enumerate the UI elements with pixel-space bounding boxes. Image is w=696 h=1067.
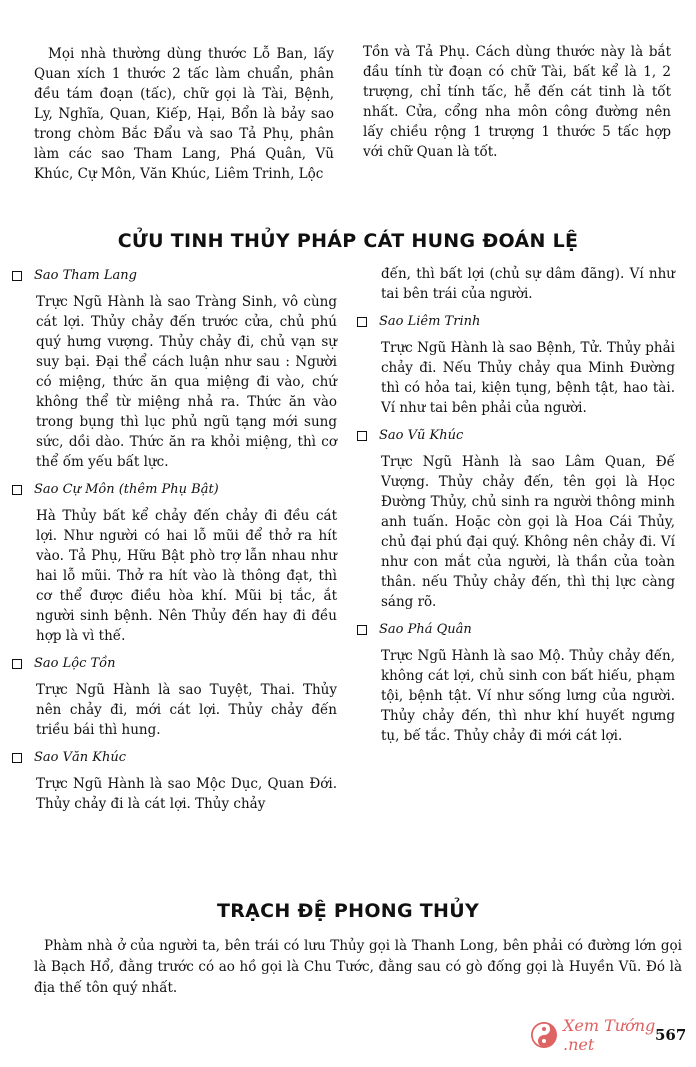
entry-van-khuc xyxy=(12,748,337,814)
entry-body: Trực Ngũ Hành là sao Tuyệt, Thai. Thủy nên chảy đi, mới cát lợi. Thủy chảy đến triều bái thì hung. xyxy=(36,682,337,738)
intro-left-paragraph: Mọi nhà thường dùng thước Lỗ Ban, lấy Quan xích 1 thước 2 tấc làm chuẩn, phân đều tám đoạn (tấc), chữ gọi là Tài, Bệnh, Ly, Nghĩa, Quan, Kiếp, Hại, Bổn là bảy sao trong chòm Bắc Đẩu và sao Tả Phụ, phân làm các sao Tham Lang, Phá Quân, Vũ Khúc, Cự Môn, Văn Khúc, Liêm Trinh, Lộc xyxy=(34,46,334,182)
entry-vu-khuc xyxy=(357,426,675,612)
entry-title: Sao Tham Lang xyxy=(34,268,137,283)
entry-body: Hà Thủy bất kể chảy đến chảy đi đều cát lợi. Như người có hai lỗ mũi để thở ra hít vào. Tả Phụ, Hữu Bật phò trợ lẫn nhau như hai lỗ mũi. Thở ra hít vào là thông đạt, thì cơ thể được điều hòa khí. Mũi bị tắc, ắt người sinh bệnh. Nên Thủy đến hay đi đều hợp là vì thế. xyxy=(36,508,337,644)
entry-body: Trực Ngũ Hành là sao Lâm Quan, Đế Vượng. Thủy chảy đến, tên gọi là Học Đường Thủy, chủ sinh ra người thông minh anh tuấn. Hoặc còn gọi là Hoa Cái Thủy, chủ đại phú đại quý. Không nên chảy đi. Ví như con mắt của người, là thần của toàn thân. nếu Thủy chảy đến, thì thị lực càng sáng rõ. xyxy=(381,454,675,610)
entry-body: Trực Ngũ Hành là sao Bệnh, Tử. Thủy phải chảy đi. Nếu Thủy chảy qua Minh Đường thì có hỏa tai, kiện tụng, bệnh tật, hao tài. Ví như tai bên phải của người. xyxy=(381,340,675,416)
left-column xyxy=(12,266,337,822)
right-column xyxy=(357,264,675,754)
entry-title: Sao Lộc Tồn xyxy=(34,656,116,671)
checkbox-square-icon xyxy=(357,625,367,635)
trach-de-paragraph: Phàm nhà ở của người ta, bên trái có lưu Thủy gọi là Thanh Long, bên phải có đường lớn gọi là Bạch Hổ, đằng trước có ao hồ gọi là Chu Tước, đằng sau có gò đống gọi là Huyền Vũ. Đó là địa thế tôn quý nhất. xyxy=(34,938,682,996)
intro-right-paragraph: Tồn và Tả Phụ. Cách dùng thước này là bắt đầu tính từ đoạn có chữ Tài, bất kể là 1, 2 trượng, chỉ tính tấc, hễ đến cát tinh là tốt nhất. Cửa, cổng nha môn công đường nên lấy chiều rộng 1 trượng 1 thước 5 tấc hợp với chữ Quan là tốt. xyxy=(363,44,671,160)
checkbox-square-icon xyxy=(12,753,22,763)
entry-pha-quan xyxy=(357,620,675,746)
entry-title: Sao Liêm Trinh xyxy=(379,314,481,329)
entry-tham-lang xyxy=(12,266,337,472)
page-number: 567 xyxy=(655,1026,687,1044)
yin-yang-logo-icon xyxy=(531,1022,557,1048)
section-heading-cuu-tinh: CỬU TINH THỦY PHÁP CÁT HUNG ĐOÁN LỆ xyxy=(117,230,579,252)
entry-body: Trực Ngũ Hành là sao Mộc Dục, Quan Đới. Thủy chảy đi là cát lợi. Thủy chảy xyxy=(36,776,337,812)
entry-liem-trinh xyxy=(357,312,675,418)
entry-title: Sao Cự Môn (thêm Phụ Bật) xyxy=(34,482,219,497)
checkbox-square-icon xyxy=(357,317,367,327)
entry-title: Sao Phá Quân xyxy=(379,622,472,637)
watermark-text: Xem Tướng .net xyxy=(563,1016,656,1054)
entry-body: Trực Ngũ Hành là sao Tràng Sinh, vô cùng cát lợi. Thủy chảy đến trước cửa, chủ phú quý hưng vượng. Thủy chảy đi, chủ vạn sự suy bại. Đại thể cách luận như sau : Người có miệng, thức ăn qua miệng đi vào, chứ không thể từ miệng nhả ra. Thức ăn vào trong bụng thì lục phủ ngũ tạng mới sung sức, dồi dào. Thức ăn ra khỏi miệng, thì cơ thể ốm yếu bất lực. xyxy=(36,294,337,470)
checkbox-square-icon xyxy=(357,431,367,441)
entry-title: Sao Vũ Khúc xyxy=(379,428,464,443)
section-heading-trach-de: TRẠCH ĐỆ PHONG THỦY xyxy=(216,900,480,922)
checkbox-square-icon xyxy=(12,485,22,495)
checkbox-square-icon xyxy=(12,271,22,281)
entry-cu-mon xyxy=(12,480,337,646)
entry-loc-ton xyxy=(12,654,337,740)
continued-paragraph: đến, thì bất lợi (chủ sự dâm đãng). Ví như tai bên trái của người. xyxy=(381,266,675,302)
entry-title: Sao Văn Khúc xyxy=(34,750,126,765)
entry-body: Trực Ngũ Hành là sao Mộ. Thủy chảy đến, không cát lợi, chủ sinh con bất hiếu, phạm tội, bệnh tật. Ví như sống lưng của người. Thủy chảy đến, thì như khí huyết ngưng tụ, bế tắc. Thủy chảy đi mới cát lợi. xyxy=(381,648,675,744)
checkbox-square-icon xyxy=(12,659,22,669)
